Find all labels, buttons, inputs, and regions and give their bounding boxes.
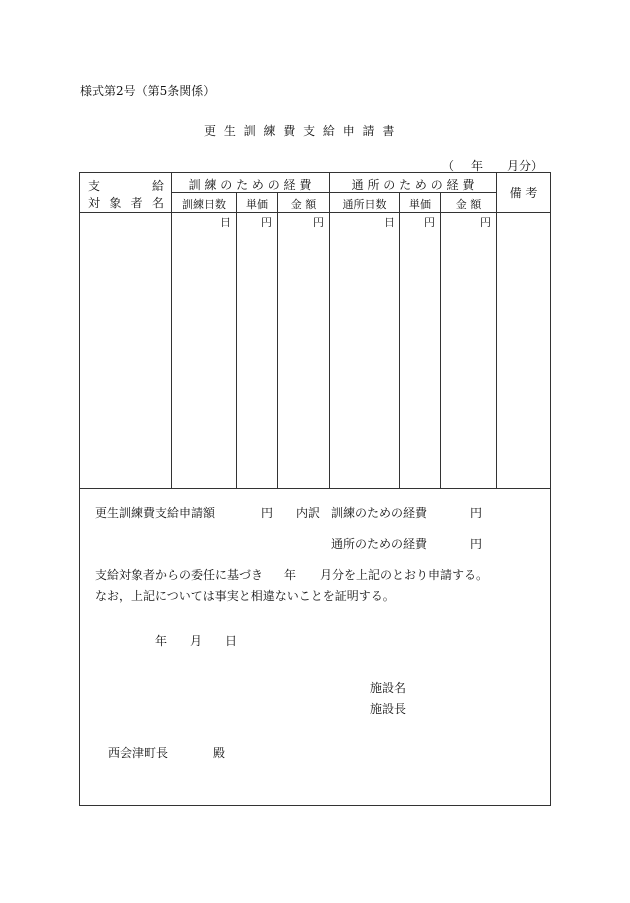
statement-line1-a: 支給対象者からの委任に基づき [95, 568, 264, 582]
period-open: （ [442, 159, 455, 173]
addressee: 西会津町長 [108, 746, 169, 760]
training-price-unit: 円 [261, 216, 272, 229]
date-day: 日 [225, 634, 238, 648]
col-divider-commute-price [440, 192, 441, 488]
training-expense-header: 訓 練 の た め の 経 費 [188, 178, 312, 192]
col-divider-days [236, 192, 237, 488]
form-number: 様式第2号（第5条関係） [80, 84, 216, 98]
header-divider [79, 212, 550, 213]
facility-head-label: 施設長 [370, 702, 407, 716]
training-expense-label: 訓練のための経費 [331, 506, 428, 520]
breakdown-label: 内訳 [296, 506, 321, 520]
commute-days-header: 通所日数 [342, 198, 387, 211]
col-divider-recipient [171, 172, 172, 488]
remarks-header: 備 考 [509, 186, 538, 200]
period-year: 年 [471, 159, 484, 173]
facility-name-label: 施設名 [370, 681, 407, 695]
statement-line1-c: 月分を上記のとおり申請する。 [320, 568, 489, 582]
commute-unit-price-header: 単価 [409, 198, 431, 211]
honorific: 殿 [213, 746, 226, 760]
request-amount-yen: 円 [261, 506, 274, 520]
commute-expense-header: 通 所 の た め の 経 費 [351, 178, 475, 192]
col-divider-price [277, 192, 278, 488]
commute-expense-yen: 円 [470, 537, 483, 551]
table-bottom-divider [79, 488, 550, 489]
training-days-header: 訓練日数 [182, 198, 226, 211]
training-unit-price-header: 単価 [246, 198, 268, 211]
training-amount-unit: 円 [313, 216, 324, 229]
commute-amount-header: 金 額 [455, 198, 482, 211]
recipient-header-line2: 対 象 者 名 [88, 196, 164, 210]
date-month: 月 [190, 634, 203, 648]
training-expense-yen: 円 [470, 506, 483, 520]
col-divider-commute-days [399, 192, 400, 488]
page-title: 更 生 訓 練 費 支 給 申 請 書 [204, 124, 397, 138]
period-month: 月分） [507, 159, 544, 173]
statement-line1-year: 年 [284, 568, 297, 582]
col-divider-remarks [496, 172, 497, 488]
training-days-unit: 日 [220, 216, 231, 229]
statement-line2: なお，上記については事実と相違ないことを証明する。 [95, 589, 395, 603]
application-form-table [79, 172, 551, 806]
commute-amount-unit: 円 [480, 216, 491, 229]
commute-expense-label: 通所のための経費 [331, 537, 428, 551]
col-divider-group [329, 172, 330, 488]
recipient-header-line1: 支 給 [88, 179, 164, 193]
request-amount-label: 更生訓練費支給申請額 [95, 506, 216, 520]
date-year: 年 [155, 634, 168, 648]
training-amount-header: 金 額 [290, 198, 317, 211]
commute-days-unit: 日 [384, 216, 395, 229]
commute-price-unit: 円 [424, 216, 435, 229]
